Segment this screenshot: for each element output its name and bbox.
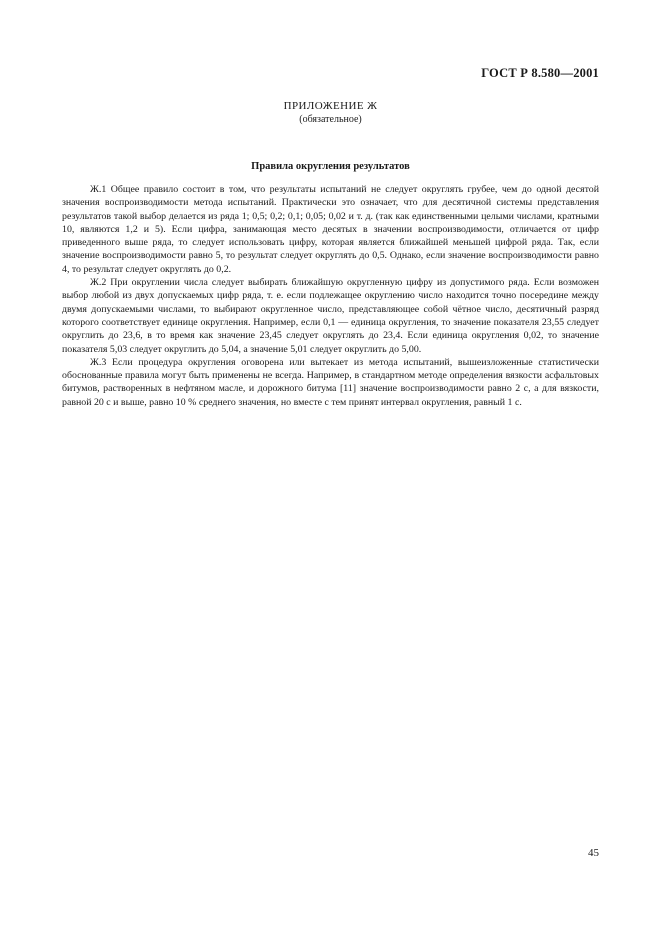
paragraph-zh1: Ж.1 Общее правило состоит в том, что результаты испытаний не следует округлять грубее, чем до одной десятой значения воспроизводимости метода испытаний. Практически это означает, что для десятичной системы представления результатов такой выбор делается из ряда 1; 0,5; 0,2; 0,1; 0,05; 0,02 и т. д. (так как единственными целыми числами, кратными 10, являются 1,2 и 5). Если цифра, занимающая место десятых в значении воспроизводимости, отличается от цифр приведенного выше ряда, то следует использовать цифру, которая является ближайшей меньшей цифрой ряда. Так, если значение воспроизводимости равно 5, то результат следует округлять до 0,5. Однако, если значение воспроизводимости равно 4, то результат следует округлять до 0,2. bbox=[62, 184, 599, 275]
appendix-note: (обязательное) bbox=[299, 114, 362, 125]
section-heading: Правила округления результатов bbox=[251, 161, 410, 172]
paragraph-zh2: Ж.2 При округлении числа следует выбирать ближайшую округленную цифру из допустимого ряда. Если возможен выбор любой из двух допускаемых цифр ряда, т. е. если подлежащее округлению число находится точно посередине между двумя допускаемыми числами, то выбирают округленное число, представляющее собой чётное число, десятичный разряд которого соответствует единице округления. Например, если 0,1 — единица округления, то значение показателя 23,55 следует округлить до 23,6, в то время как значение 23,45 следует округлять до 23,4. Если единица округления 0,02, то значение показателя 5,03 следует округлить до 5,04, а значение 5,01 следует округлить до 5,00. bbox=[62, 277, 599, 355]
appendix-title: ПРИЛОЖЕНИЕ Ж bbox=[283, 100, 378, 112]
paragraph-zh3: Ж.3 Если процедура округления оговорена или вытекает из метода испытаний, вышеизложенные статистически обоснованные правила могут быть применены не всегда. Например, в стандартном методе определения вязкости асфальтовых битумов, растворенных в нефтяном масле, и дорожного битума [11] значение воспроизводимости равно 2 с, а для вязкости, равной 20 с и выше, равно 10 % среднего значения, но вместе с тем принят интервал округления, равный 1 с. bbox=[62, 356, 599, 408]
body-text bbox=[62, 183, 599, 409]
document-code: ГОСТ Р 8.580—2001 bbox=[481, 66, 599, 80]
page-number: 45 bbox=[588, 847, 599, 859]
